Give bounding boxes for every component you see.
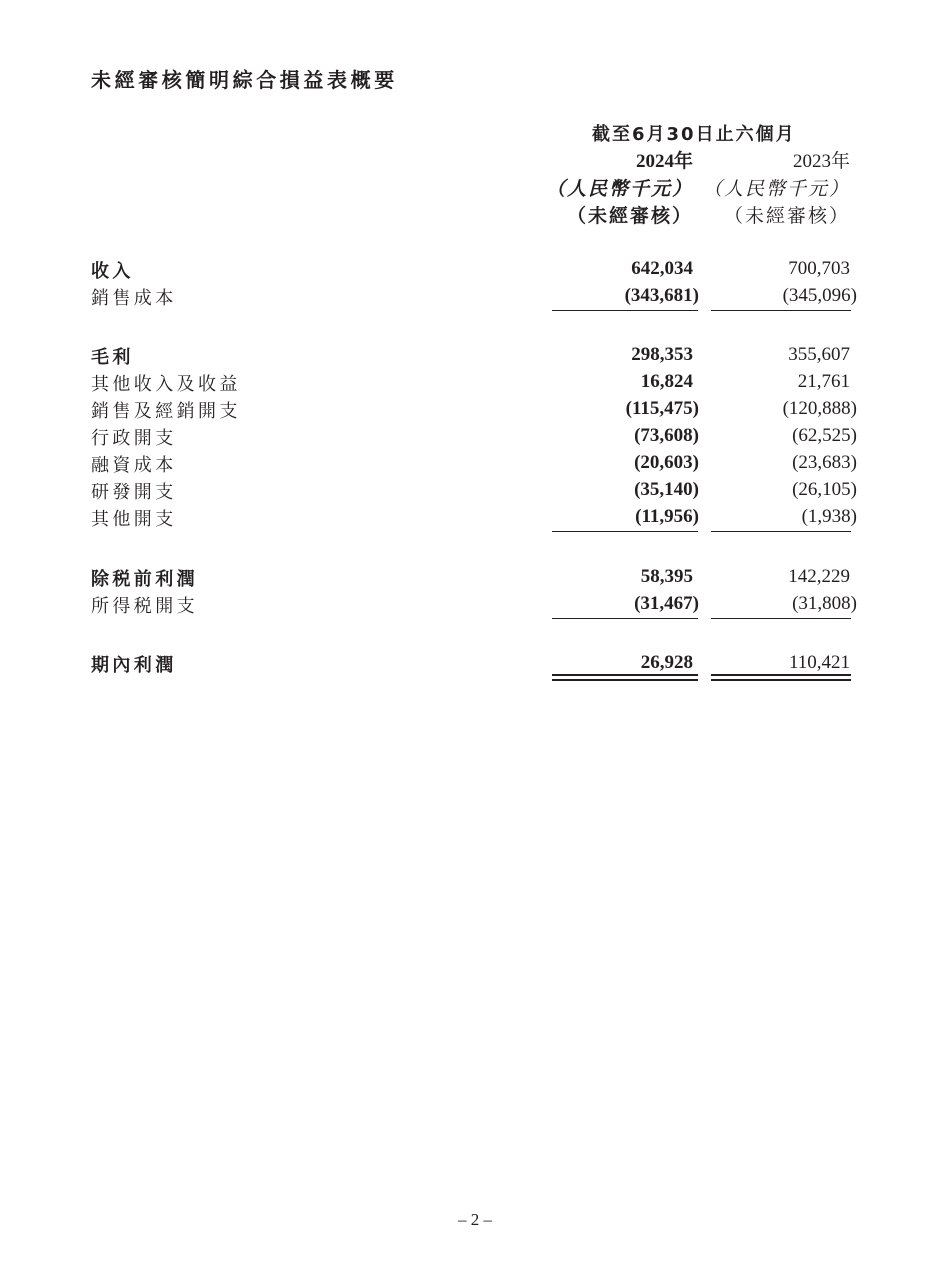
row-value-2023-gross-profit: 355,607 bbox=[788, 344, 850, 365]
row-label-other-income: 其他收入及收益 bbox=[91, 374, 241, 395]
subtotal-rule-2024 bbox=[552, 618, 698, 619]
row-value-2023-finance-costs: (23,683) bbox=[792, 452, 857, 473]
document-title: 未經審核簡明綜合損益表概要 bbox=[91, 68, 398, 92]
col-2023-currency: （人民幣千元） bbox=[702, 178, 850, 200]
row-label-cost-of-sales: 銷售成本 bbox=[91, 288, 177, 309]
col-2023-audit: （未經審核） bbox=[723, 205, 850, 227]
row-value-2024-finance-costs: (20,603) bbox=[634, 452, 699, 473]
row-value-2024-admin-expenses: (73,608) bbox=[634, 425, 699, 446]
row-value-2023-profit-for-period: 110,421 bbox=[788, 652, 850, 673]
col-2024-year-number: 2024 bbox=[635, 151, 674, 172]
col-2024-year-suffix: 年 bbox=[673, 150, 693, 172]
row-value-2023-revenue: 700,703 bbox=[788, 258, 850, 279]
total-double-rule-2023-bottom bbox=[711, 679, 851, 681]
period-header: 截至6月30日止六個月 bbox=[592, 124, 796, 145]
row-label-profit-for-period: 期內利潤 bbox=[91, 655, 177, 676]
row-label-rd-expenses: 研發開支 bbox=[91, 482, 177, 503]
row-label-admin-expenses: 行政開支 bbox=[91, 428, 177, 449]
row-value-2024-profit-before-tax: 58,395 bbox=[640, 566, 693, 587]
row-value-2024-selling-expenses: (115,475) bbox=[625, 398, 699, 419]
row-value-2023-rd-expenses: (26,105) bbox=[792, 479, 857, 500]
subtotal-rule-2023 bbox=[711, 618, 851, 619]
subtotal-rule-2023 bbox=[711, 310, 851, 311]
row-value-2023-income-tax: (31,808) bbox=[792, 593, 857, 614]
row-value-2023-other-expenses: (1,938) bbox=[801, 506, 857, 527]
subtotal-rule-2023 bbox=[711, 531, 851, 532]
total-double-rule-2024-bottom bbox=[552, 679, 698, 681]
row-label-selling-expenses: 銷售及經銷開支 bbox=[91, 401, 241, 422]
col-2024-year bbox=[636, 146, 693, 173]
row-value-2024-rd-expenses: (35,140) bbox=[634, 479, 699, 500]
col-2023-year bbox=[793, 146, 850, 173]
row-value-2023-admin-expenses: (62,525) bbox=[792, 425, 857, 446]
row-label-profit-before-tax: 除税前利潤 bbox=[91, 569, 198, 590]
row-value-2023-selling-expenses: (120,888) bbox=[782, 398, 857, 419]
row-value-2024-other-income: 16,824 bbox=[640, 371, 693, 392]
row-label-other-expenses: 其他開支 bbox=[91, 509, 177, 530]
subtotal-rule-2024 bbox=[552, 531, 698, 532]
row-value-2023-other-income: 21,761 bbox=[797, 371, 850, 392]
col-2024-currency: （人民幣千元） bbox=[545, 178, 693, 200]
row-label-income-tax: 所得税開支 bbox=[91, 596, 198, 617]
row-value-2024-profit-for-period: 26,928 bbox=[640, 652, 693, 673]
row-label-finance-costs: 融資成本 bbox=[91, 455, 177, 476]
row-label-revenue: 收入 bbox=[91, 261, 134, 282]
col-2023-year-number: 2023 bbox=[792, 151, 831, 172]
subtotal-rule-2024 bbox=[552, 310, 698, 311]
col-2023-year-suffix: 年 bbox=[830, 150, 850, 172]
row-label-gross-profit: 毛利 bbox=[91, 347, 134, 368]
total-double-rule-2023-top bbox=[711, 674, 851, 676]
row-value-2024-gross-profit: 298,353 bbox=[631, 344, 693, 365]
row-value-2024-income-tax: (31,467) bbox=[634, 593, 699, 614]
total-double-rule-2024-top bbox=[552, 674, 698, 676]
page-number: – 2 – bbox=[458, 1210, 492, 1229]
row-value-2023-profit-before-tax: 142,229 bbox=[788, 566, 850, 587]
row-value-2024-revenue: 642,034 bbox=[631, 258, 693, 279]
col-2024-audit: （未經審核） bbox=[566, 205, 693, 227]
row-value-2024-other-expenses: (11,956) bbox=[635, 506, 699, 527]
row-value-2023-cost-of-sales: (345,096) bbox=[782, 285, 857, 306]
row-value-2024-cost-of-sales: (343,681) bbox=[624, 285, 699, 306]
